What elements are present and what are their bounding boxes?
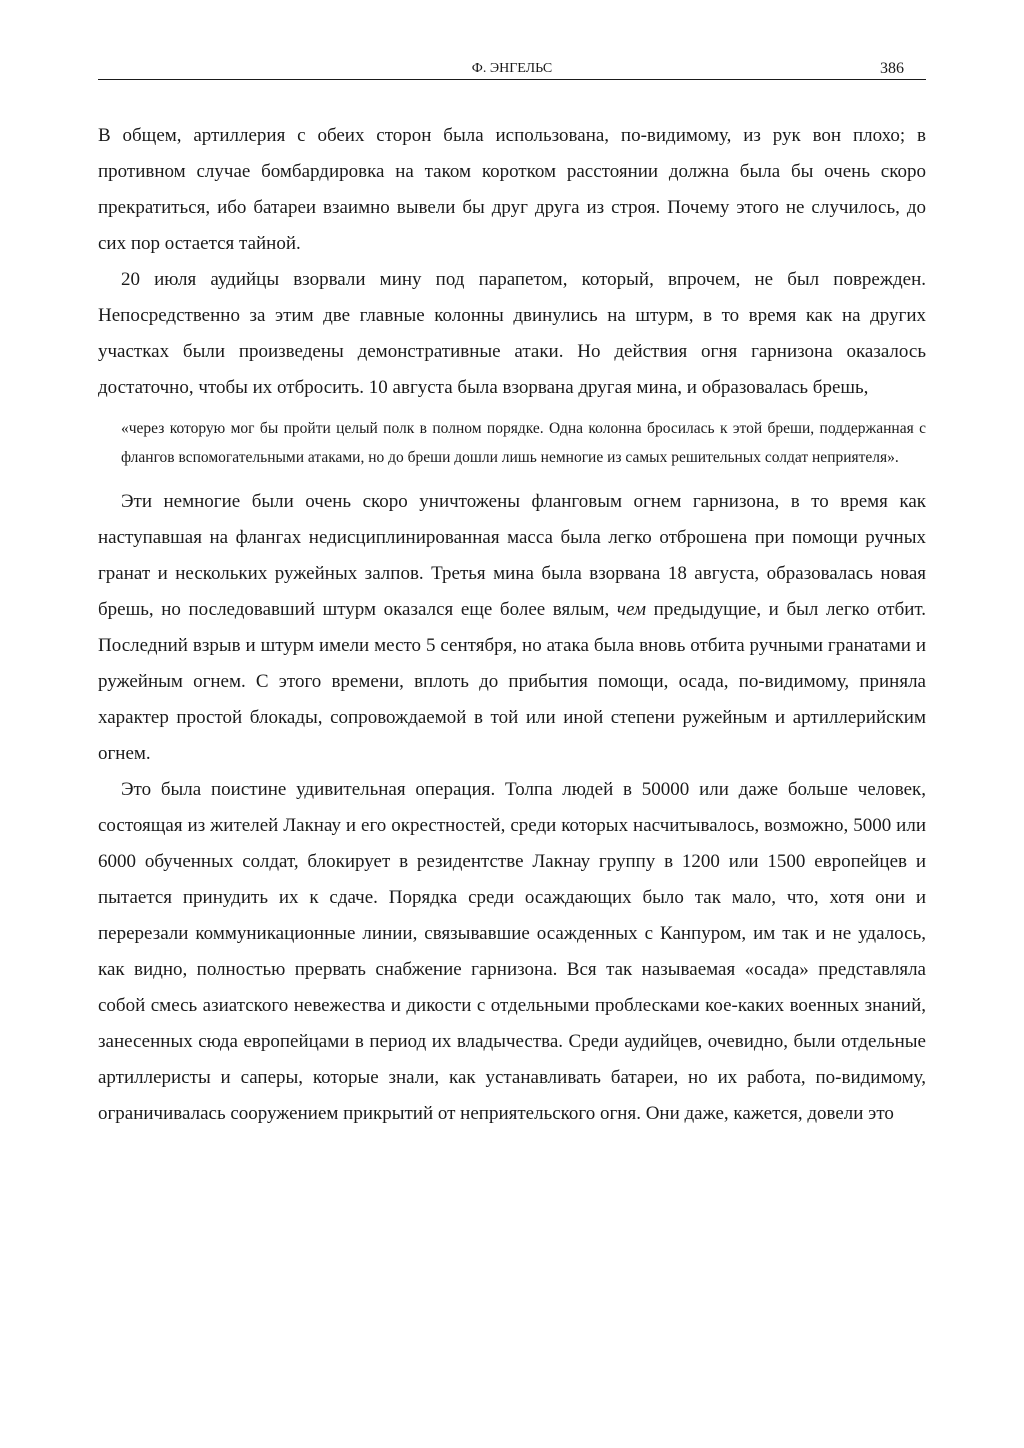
paragraph-1: В общем, артиллерия с обеих сторон была использована, по-видимому, из рук вон плохо; в противном случае бомбардировка на таком коротком расстоянии должна была бы очень скоро прекратиться, ибо батареи взаимно вывели бы друг друга из строя. Почему этого не случилось, до сих пор остается тайной.	[98, 125, 926, 254]
document-page	[98, 58, 926, 1132]
block-quote: «через которую мог бы пройти целый полк в полном порядке. Одна колонна бросилась к этой бреши, поддержанная с флангов вспомогательными атаками, но до бреши дошли лишь немногие из самых решительных солдат неприятеля».	[121, 420, 926, 466]
header-author: Ф. ЭНГЕЛЬС	[471, 61, 553, 76]
paragraph-3-italic: чем	[616, 599, 647, 620]
running-header	[98, 58, 926, 80]
page-number: 386	[880, 60, 904, 77]
paragraph-3-part-2: предыдущие, и был легко отбит. Последний взрыв и штурм имели место 5 сентября, но атака была вновь отбита ручными гранатами и ружейным огнем. С этого времени, вплоть до прибытия помощи, осада, по-видимому, приняла характер простой блокады, сопровождаемой в той или иной степени ружейным и артиллерийским огнем.	[98, 599, 927, 764]
paragraph-2: 20 июля аудийцы взорвали мину под парапетом, который, впрочем, не был поврежден. Непосредственно за этим две главные колонны двинулись на штурм, в то время как на других участках были произведены демонстративные атаки. Но действия огня гарнизона оказалось достаточно, чтобы их отбросить. 10 августа была взорвана другая мина, и образовалась брешь,	[98, 269, 926, 398]
paragraph-3-part-1: Эти немногие были очень скоро уничтожены фланговым огнем гарнизона, в то время как наступавшая на флангах недисциплинированная масса была легко отброшена при помощи ручных гранат и нескольких ружейных залпов. Третья мина была взорвана 18 августа, образовалась новая брешь, но последовавший штурм оказался еще более вялым,	[98, 491, 926, 620]
paragraph-3	[98, 484, 926, 772]
body-text	[98, 118, 926, 1132]
paragraph-4: Это была поистине удивительная операция. Толпа людей в 50000 или даже больше человек, состоящая из жителей Лакнау и его окрестностей, среди которых насчитывалось, возможно, 5000 или 6000 обученных солдат, блокирует в резидентстве Лакнау группу в 1200 или 1500 европейцев и пытается принудить их к сдаче. Порядка среди осаждающих было так мало, что, хотя они и перерезали коммуникационные линии, связывавшие осажденных с Канпуром, им так и не удалось, как видно, полностью прервать снабжение гарнизона. Вся так называемая «осада» представляла собой смесь азиатского невежества и дикости с отдельными проблесками кое-каких военных знаний, занесенных сюда европейцами в период их владычества. Среди аудийцев, очевидно, были отдельные артиллеристы и саперы, которые знали, как устанавливать батареи, но их работа, по-видимому, ограничивалась сооружением прикрытий от неприятельского огня. Они даже, кажется, довели это	[98, 779, 926, 1124]
